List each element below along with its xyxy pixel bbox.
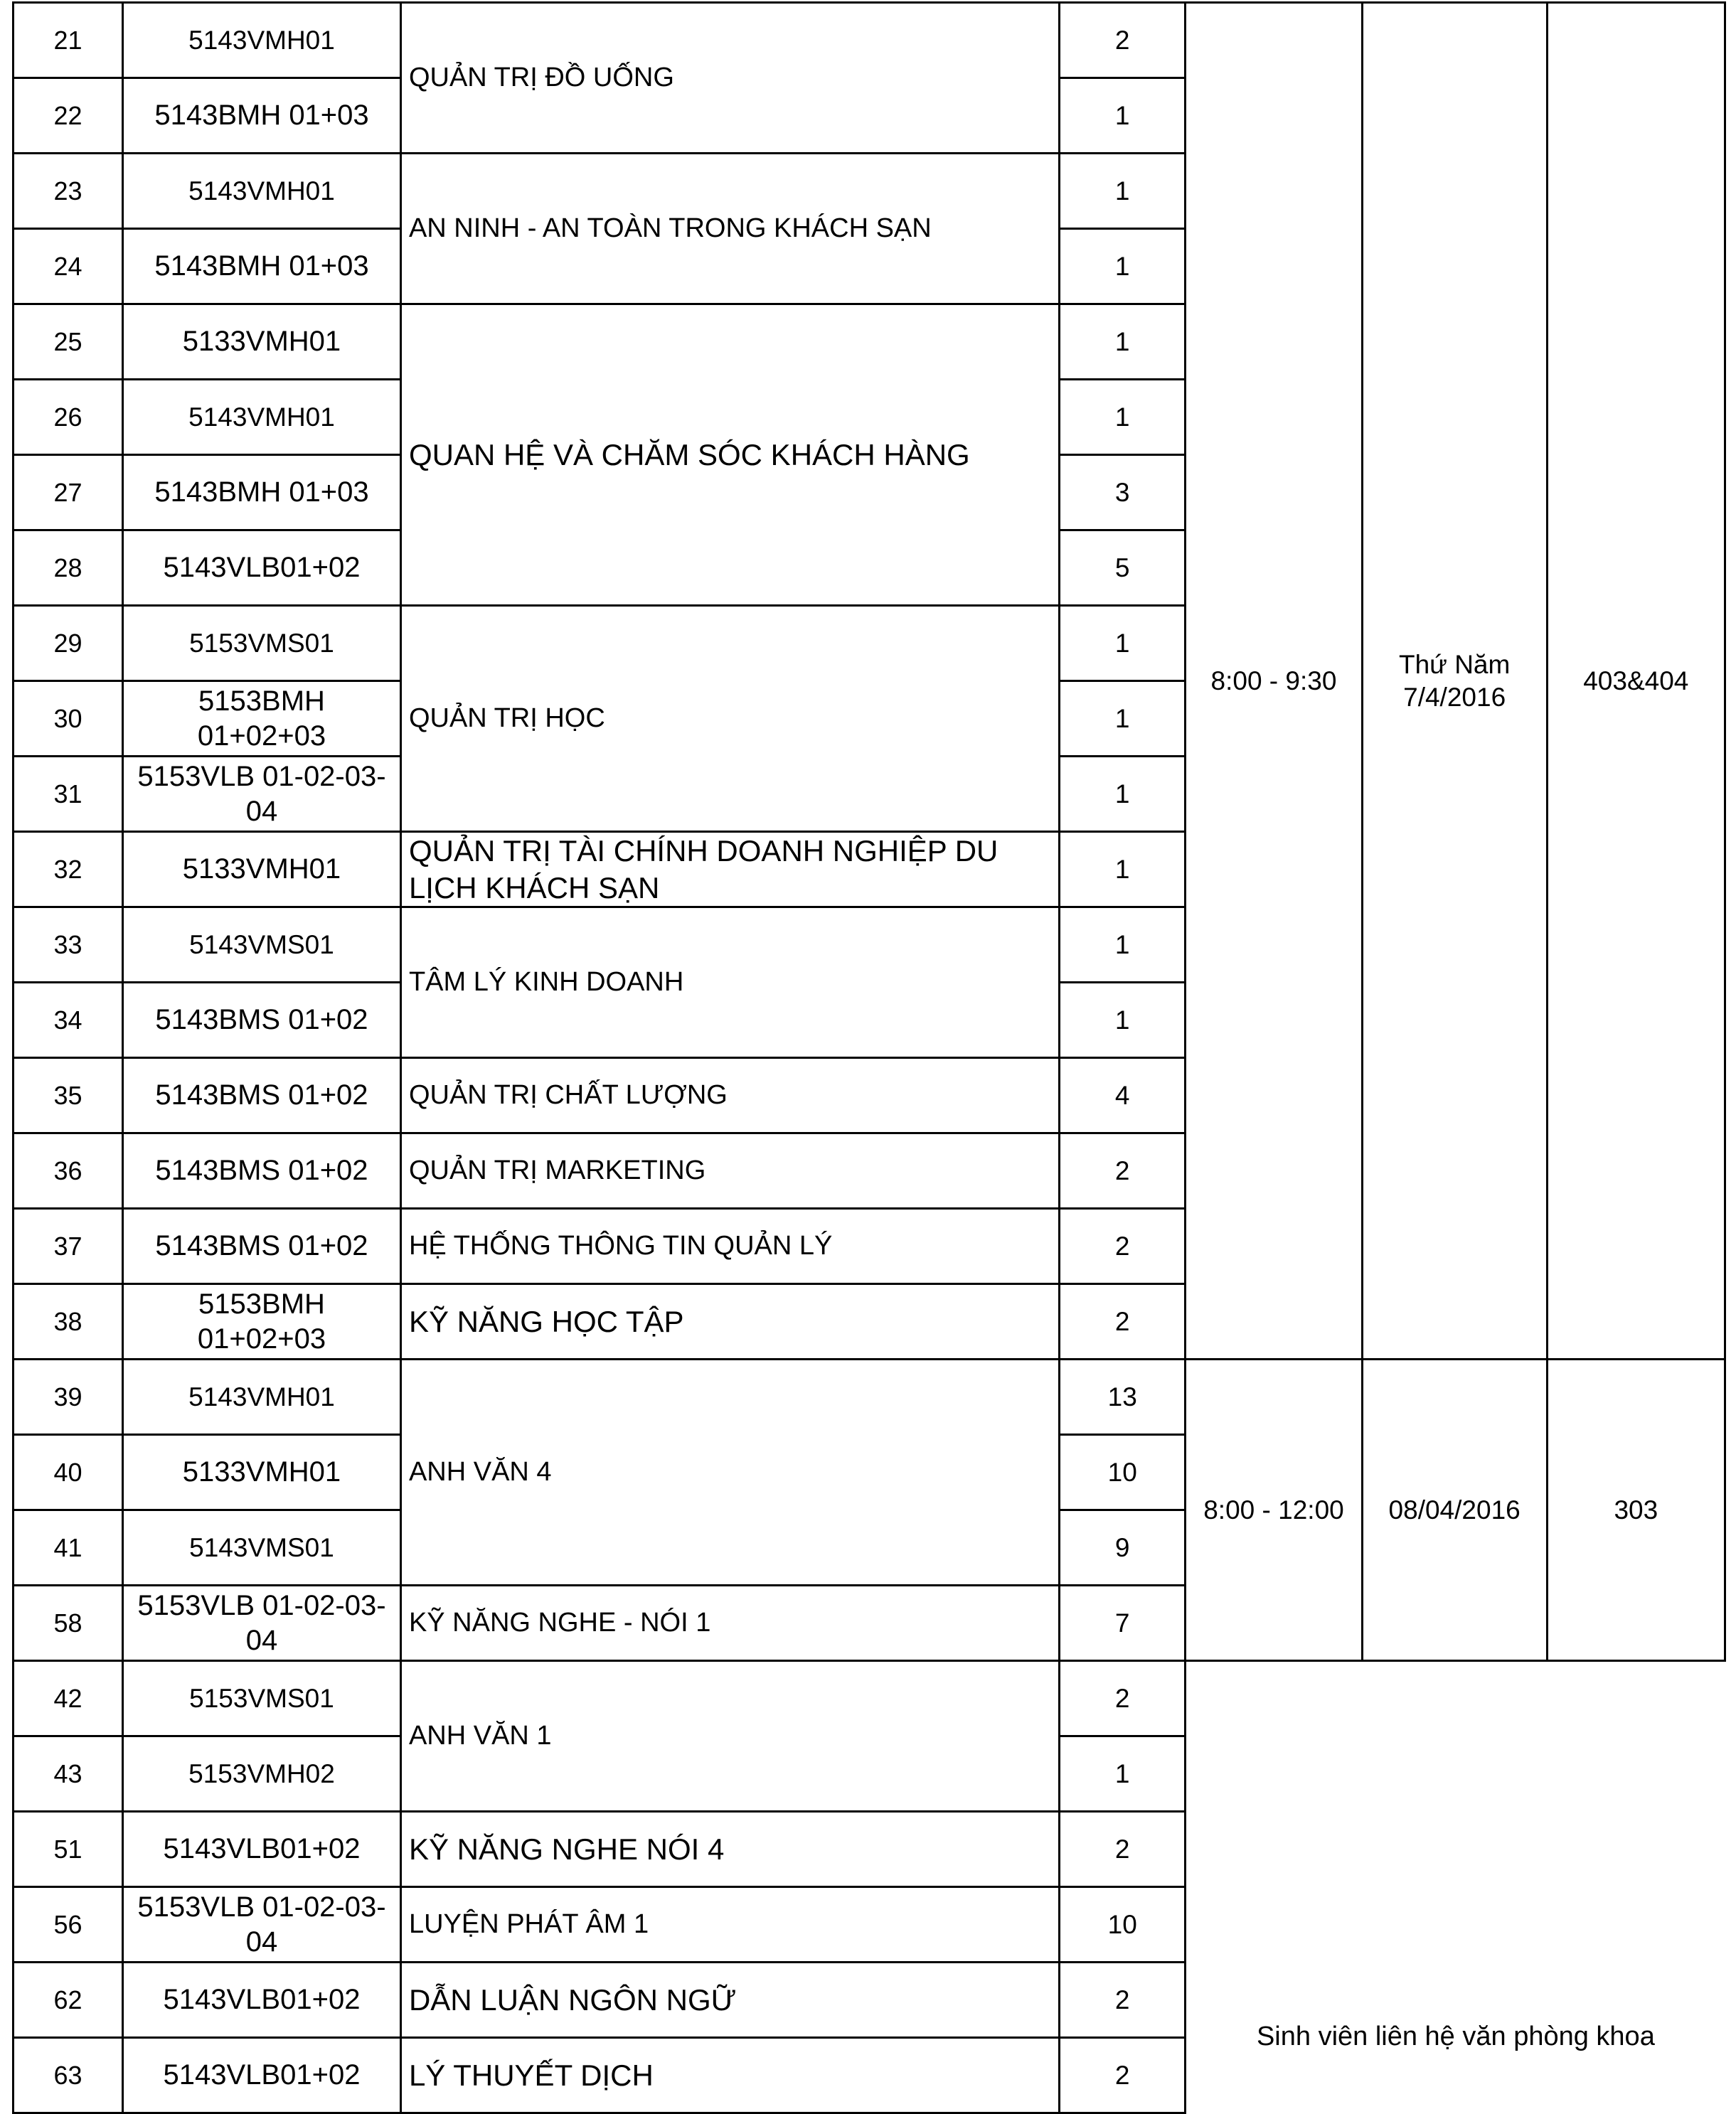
row-number: 28 [14, 530, 123, 606]
class-code: 5133VMH01 [123, 832, 401, 907]
class-code: 5143VLB01+02 [123, 530, 401, 606]
row-number: 24 [14, 229, 123, 304]
subject-name: KỸ NĂNG NGHE - NÓI 1 [400, 1586, 1059, 1661]
class-code: 5143BMS 01+02 [123, 1133, 401, 1209]
row-number: 56 [14, 1887, 123, 1963]
student-count: 3 [1060, 455, 1186, 530]
exam-room: 303 [1547, 1360, 1725, 1661]
exam-date [1362, 3, 1547, 1360]
subject-name: QUẢN TRỊ MARKETING [400, 1133, 1059, 1209]
subject-name: QUẢN TRỊ TÀI CHÍNH DOANH NGHIỆP DU LỊCH KHÁCH SẠN [400, 832, 1059, 907]
row-number: 21 [14, 3, 123, 78]
class-code: 5143BMH 01+03 [123, 455, 401, 530]
student-count: 1 [1060, 757, 1186, 832]
row-number: 37 [14, 1209, 123, 1284]
row-number: 23 [14, 154, 123, 229]
class-code: 5143VMH01 [123, 3, 401, 78]
student-count: 1 [1060, 907, 1186, 983]
student-count: 1 [1060, 154, 1186, 229]
row-number: 34 [14, 983, 123, 1058]
row-number: 58 [14, 1586, 123, 1661]
class-code: 5143VMH01 [123, 154, 401, 229]
subject-name: QUẢN TRỊ ĐỒ UỐNG [400, 3, 1059, 154]
row-number: 41 [14, 1510, 123, 1586]
contact-note [1186, 1661, 1725, 2113]
class-code: 5153VMH02 [123, 1736, 401, 1812]
subject-name: ANH VĂN 4 [400, 1360, 1059, 1586]
row-number: 31 [14, 757, 123, 832]
exam-date-value: 7/4/2016 [1403, 682, 1506, 712]
class-code: 5143VLB01+02 [123, 2038, 401, 2113]
class-code: 5153VLB 01-02-03-04 [123, 1887, 401, 1963]
exam-date: 08/04/2016 [1362, 1360, 1547, 1661]
subject-name: ANH VĂN 1 [400, 1661, 1059, 1812]
class-code: 5143VLB01+02 [123, 1963, 401, 2038]
class-code: 5133VMH01 [123, 304, 401, 380]
row-number: 63 [14, 2038, 123, 2113]
class-code: 5143BMH 01+03 [123, 229, 401, 304]
student-count: 2 [1060, 1963, 1186, 2038]
row-number: 30 [14, 681, 123, 757]
class-code: 5133VMH01 [123, 1435, 401, 1510]
student-count: 2 [1060, 1812, 1186, 1887]
subject-name: DẪN LUẬN NGÔN NGỮ [400, 1963, 1059, 2038]
class-code: 5153BMH 01+02+03 [123, 1284, 401, 1360]
student-count: 2 [1060, 3, 1186, 78]
row-number: 62 [14, 1963, 123, 2038]
row-number: 22 [14, 78, 123, 154]
subject-name: QUẢN TRỊ CHẤT LƯỢNG [400, 1058, 1059, 1133]
class-code: 5143VLB01+02 [123, 1812, 401, 1887]
row-number: 26 [14, 380, 123, 455]
student-count: 1 [1060, 1736, 1186, 1812]
student-count: 1 [1060, 681, 1186, 757]
subject-name: TÂM LÝ KINH DOANH [400, 907, 1059, 1058]
student-count: 1 [1060, 304, 1186, 380]
subject-name: KỸ NĂNG HỌC TẬP [400, 1284, 1059, 1360]
student-count: 1 [1060, 983, 1186, 1058]
student-count: 7 [1060, 1586, 1186, 1661]
class-code: 5143VMH01 [123, 1360, 401, 1435]
class-code: 5143VMS01 [123, 1510, 401, 1586]
student-count: 2 [1060, 1661, 1186, 1736]
subject-name: HỆ THỐNG THÔNG TIN QUẢN LÝ [400, 1209, 1059, 1284]
subject-name: QUẢN TRỊ HỌC [400, 606, 1059, 832]
subject-name: KỸ NĂNG NGHE NÓI 4 [400, 1812, 1059, 1887]
row-number: 43 [14, 1736, 123, 1812]
row-number: 40 [14, 1435, 123, 1510]
class-code: 5153BMH 01+02+03 [123, 681, 401, 757]
class-code: 5153VMS01 [123, 606, 401, 681]
row-number: 38 [14, 1284, 123, 1360]
exam-time: 8:00 - 9:30 [1186, 3, 1362, 1360]
exam-weekday: Thứ Năm [1398, 650, 1511, 680]
exam-room: 403&404 [1547, 3, 1725, 1360]
contact-note-text: Sinh viên liên hệ văn phòng khoa [1256, 2022, 1655, 2052]
row-number: 42 [14, 1661, 123, 1736]
row-number: 36 [14, 1133, 123, 1209]
subject-name: QUAN HỆ VÀ CHĂM SÓC KHÁCH HÀNG [400, 304, 1059, 606]
table-row [14, 3, 1725, 78]
student-count: 1 [1060, 78, 1186, 154]
class-code: 5143BMS 01+02 [123, 1209, 401, 1284]
row-number: 39 [14, 1360, 123, 1435]
student-count: 1 [1060, 229, 1186, 304]
student-count: 10 [1060, 1887, 1186, 1963]
student-count: 2 [1060, 1284, 1186, 1360]
row-number: 27 [14, 455, 123, 530]
student-count: 1 [1060, 606, 1186, 681]
student-count: 13 [1060, 1360, 1186, 1435]
class-code: 5143BMH 01+03 [123, 78, 401, 154]
student-count: 1 [1060, 832, 1186, 907]
row-number: 35 [14, 1058, 123, 1133]
subject-name: LÝ THUYẾT DỊCH [400, 2038, 1059, 2113]
class-code: 5143BMS 01+02 [123, 983, 401, 1058]
class-code: 5143BMS 01+02 [123, 1058, 401, 1133]
row-number: 32 [14, 832, 123, 907]
exam-time: 8:00 - 12:00 [1186, 1360, 1362, 1661]
student-count: 4 [1060, 1058, 1186, 1133]
student-count: 2 [1060, 2038, 1186, 2113]
subject-name: LUYỆN PHÁT ÂM 1 [400, 1887, 1059, 1963]
student-count: 1 [1060, 380, 1186, 455]
student-count: 2 [1060, 1209, 1186, 1284]
row-number: 29 [14, 606, 123, 681]
class-code: 5143VMH01 [123, 380, 401, 455]
row-number: 33 [14, 907, 123, 983]
student-count: 10 [1060, 1435, 1186, 1510]
class-code: 5153VLB 01-02-03-04 [123, 1586, 401, 1661]
exam-schedule-table [12, 1, 1726, 2114]
class-code: 5153VLB 01-02-03-04 [123, 757, 401, 832]
class-code: 5153VMS01 [123, 1661, 401, 1736]
student-count: 2 [1060, 1133, 1186, 1209]
table-row [14, 1661, 1725, 1736]
subject-name: AN NINH - AN TOÀN TRONG KHÁCH SẠN [400, 154, 1059, 304]
row-number: 51 [14, 1812, 123, 1887]
student-count: 5 [1060, 530, 1186, 606]
class-code: 5143VMS01 [123, 907, 401, 983]
table-row [14, 1360, 1725, 1435]
row-number: 25 [14, 304, 123, 380]
student-count: 9 [1060, 1510, 1186, 1586]
